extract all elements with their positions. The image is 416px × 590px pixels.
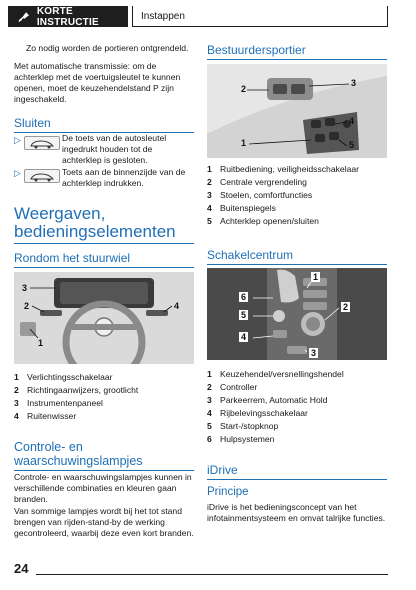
bullet-arrow-icon: ▷ — [14, 168, 21, 178]
legend-item: 5 Achterklep openen/sluiten — [207, 216, 319, 226]
legend-item: 2 Centrale vergrendeling — [207, 177, 307, 187]
callout-4: 4 — [174, 301, 180, 311]
legend-item: 5 Start-/stopknop — [207, 421, 279, 431]
legend-item: 3 Instrumentenpaneel — [14, 398, 103, 408]
footer-rule — [36, 574, 388, 575]
header-tab — [8, 6, 128, 27]
controle-heading-line2: waarschuwingslampjes — [14, 454, 143, 468]
controle-heading-line1: Controle- en — [14, 440, 83, 454]
callout-3: 3 — [311, 348, 317, 358]
header-tab-label: KORTE INSTRUCTIE — [36, 5, 99, 28]
gear-center-illustration — [207, 268, 387, 360]
idrive-subheading: Principe — [207, 486, 249, 498]
legend-item: 4 Buitenspiegels — [207, 203, 276, 213]
legend-item: 3 Parkeerrem, Automatic Hold — [207, 395, 328, 405]
weergaven-heading-line1: Weergaven, — [14, 204, 106, 223]
callout-6: 6 — [241, 292, 247, 302]
portier-heading: Bestuurdersportier — [207, 43, 306, 57]
callout-5: 5 — [349, 140, 355, 150]
controle-para2: Van sommige lampjes wordt bij het tot stand brengen van rijden-stand-by de werking gecontroleerd, waarbij deze even kort branden. — [14, 506, 194, 538]
legend-item: 3 Stoelen, comfortfuncties — [207, 190, 313, 200]
callout-4: 4 — [349, 116, 355, 126]
legend-item: 1 Ruitbediening, veiligheidsschakelaar — [207, 164, 360, 174]
callout-2: 2 — [24, 301, 30, 311]
callout-1: 1 — [241, 138, 247, 148]
portier-legend — [207, 163, 389, 228]
car-key-button-icon — [24, 136, 60, 150]
stuurwiel-heading: Rondom het stuurwiel — [14, 251, 131, 265]
callout-5: 5 — [241, 310, 247, 320]
legend-item: 1 Verlichtingsschakelaar — [14, 372, 113, 382]
car-key-icon — [18, 11, 29, 23]
legend-item: 6 Hulpsystemen — [207, 434, 275, 444]
callout-1: 1 — [313, 272, 319, 282]
legend-item: 4 Rijbelevingsschakelaar — [207, 408, 308, 418]
idrive-heading: iDrive — [207, 463, 238, 477]
schakel-legend — [207, 368, 389, 446]
callout-2: 2 — [241, 84, 247, 94]
steering-wheel-figure — [14, 272, 194, 364]
header-section — [132, 6, 388, 27]
callout-4: 4 — [241, 332, 247, 342]
schakel-rule — [207, 264, 387, 265]
stuurwiel-legend — [14, 371, 194, 423]
callout-1: 1 — [38, 338, 44, 348]
callout-3: 3 — [22, 283, 28, 293]
auto-trans-text: Met automatische transmissie: om de achterklep met de voertuigsleutel te kunnen openen, moet de keuzehendelstand P zijn ingeschakeld. — [14, 61, 181, 104]
page-number: 24 — [14, 561, 29, 576]
sluiten-item-2: Toets aan de binnenzijde van de achterklep indrukken. — [62, 167, 186, 188]
portier-rule — [207, 59, 387, 60]
legend-item: 4 Ruitenwisser — [14, 411, 77, 421]
callout-2: 2 — [343, 302, 349, 312]
header-section-label: Instappen — [141, 10, 185, 22]
driver-door-figure — [207, 64, 387, 158]
weergaven-heading-line2: bedieningselementen — [14, 222, 176, 241]
bullet-arrow-icon: ▷ — [14, 135, 21, 145]
intro-line: Zo nodig worden de portieren ontgrendeld. — [26, 43, 189, 53]
stuurwiel-rule — [14, 267, 194, 268]
idrive-rule — [207, 479, 387, 480]
gear-center-figure — [207, 268, 387, 360]
legend-item: 2 Richtingaanwijzers, grootlicht — [14, 385, 139, 395]
driver-door-illustration — [207, 64, 387, 158]
schakel-heading: Schakelcentrum — [207, 248, 294, 262]
controle-para1: Controle- en waarschuwingslampjes kunnen in verschillende combinaties en kleuren gaan branden. — [14, 472, 192, 504]
legend-item: 1 Keuzehendel/versnellingshendel — [207, 369, 344, 379]
steering-wheel-illustration — [14, 272, 194, 364]
controle-rule — [14, 470, 194, 471]
callout-3: 3 — [351, 78, 357, 88]
sluiten-heading: Sluiten — [14, 116, 51, 130]
weergaven-rule — [14, 243, 194, 244]
sluiten-item-1: De toets van de autosleutel ingedrukt houden tot de achterklep is gesloten. — [62, 133, 167, 165]
legend-item: 2 Controller — [207, 382, 258, 392]
tailgate-button-icon — [24, 169, 60, 183]
idrive-text: iDrive is het bedieningsconcept van het infotainmentsysteem en omvat talrijke functies. — [207, 502, 386, 523]
